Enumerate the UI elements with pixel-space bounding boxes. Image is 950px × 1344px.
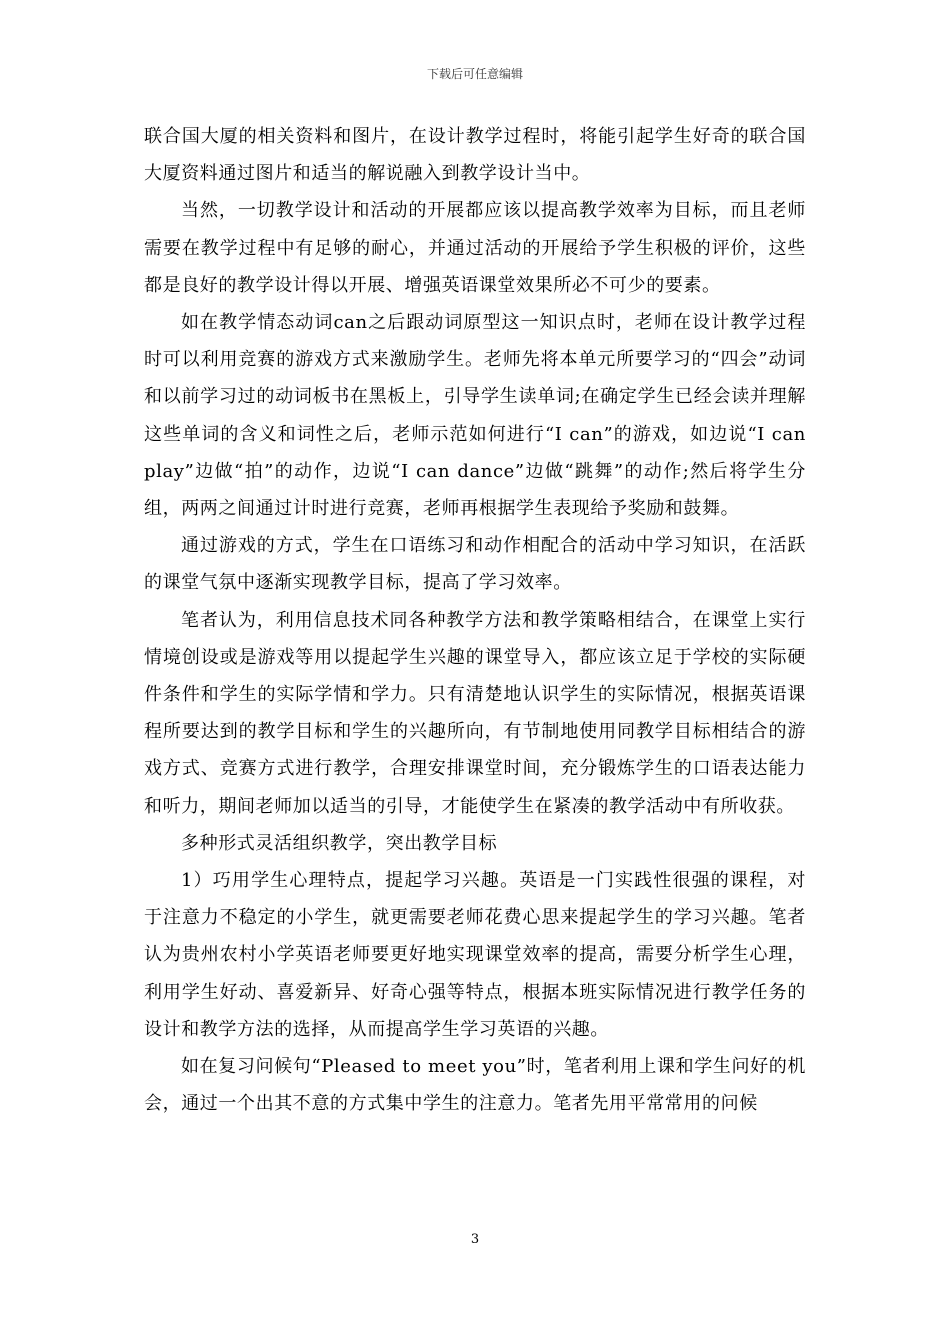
document-body [144,118,806,1122]
page-header: 下载后可任意编辑 [426,67,523,81]
paragraph: 当然，一切教学设计和活动的开展都应该以提高教学效率为目标，而且老师需要在教学过程中有足够的耐心，并通过活动的开展给予学生积极的评价，这些都是良好的教学设计得以开展、增强英语课堂效果所必不可少的要素。 [144,200,806,296]
page-number: 3 [470,1232,480,1247]
paragraph: 如在复习问候句“Pleased to meet you”时，笔者利用上课和学生问好的机会，通过一个出其不意的方式集中学生的注意力。笔者先用平常常用的问候 [144,1056,806,1115]
paragraph: 笔者认为，利用信息技术同各种教学方法和教学策略相结合，在课堂上实行情境创设或是游戏等用以提起学生兴趣的课堂导入，都应该立足于学校的实际硬件条件和学生的实际学情和学力。只有清楚地认识学生的实际情况，根据英语课程所要达到的教学目标和学生的兴趣所向，有节制地使用同教学目标相结合的游戏方式、竞赛方式进行教学，合理安排课堂时间，充分锻炼学生的口语表达能力和听力，期间老师加以适当的引导，才能使学生在紧凑的教学活动中有所收获。 [144,609,806,817]
paragraph: 如在教学情态动词can之后跟动词原型这一知识点时，老师在设计教学过程时可以利用竞赛的游戏方式来激励学生。老师先将本单元所要学习的“四会”动词和以前学习过的动词板书在黑板上，引导学生读单词;在确定学生已经会读并理解这些单词的含义和词性之后，老师示范如何进行“I can”的游戏，如边说“I can play”边做“拍”的动作，边说“I can dance”边做“跳舞”的动作;然后将学生分组，两两之间通过计时进行竞赛，老师再根据学生表现给予奖励和鼓舞。 [144,312,806,520]
paragraph: 1）巧用学生心理特点，提起学习兴趣。英语是一门实践性很强的课程，对于注意力不稳定的小学生，就更需要老师花费心思来提起学生的学习兴趣。笔者认为贵州农村小学英语老师要更好地实现课堂效率的提高，需要分析学生心理，利用学生好动、喜爱新异、好奇心强等特点，根据本班实际情况进行教学任务的设计和教学方法的选择，从而提高学生学习英语的兴趣。 [144,870,806,1040]
paragraph-continued: 联合国大厦的相关资料和图片，在设计教学过程时，将能引起学生好奇的联合国大厦资料通过图片和适当的解说融入到教学设计当中。 [144,126,806,185]
paragraph: 通过游戏的方式，学生在口语练习和动作相配合的活动中学习知识，在活跃的课堂气氛中逐渐实现教学目标，提高了学习效率。 [144,535,806,594]
section-heading: 多种形式灵活组织教学，突出教学目标 [181,832,498,854]
